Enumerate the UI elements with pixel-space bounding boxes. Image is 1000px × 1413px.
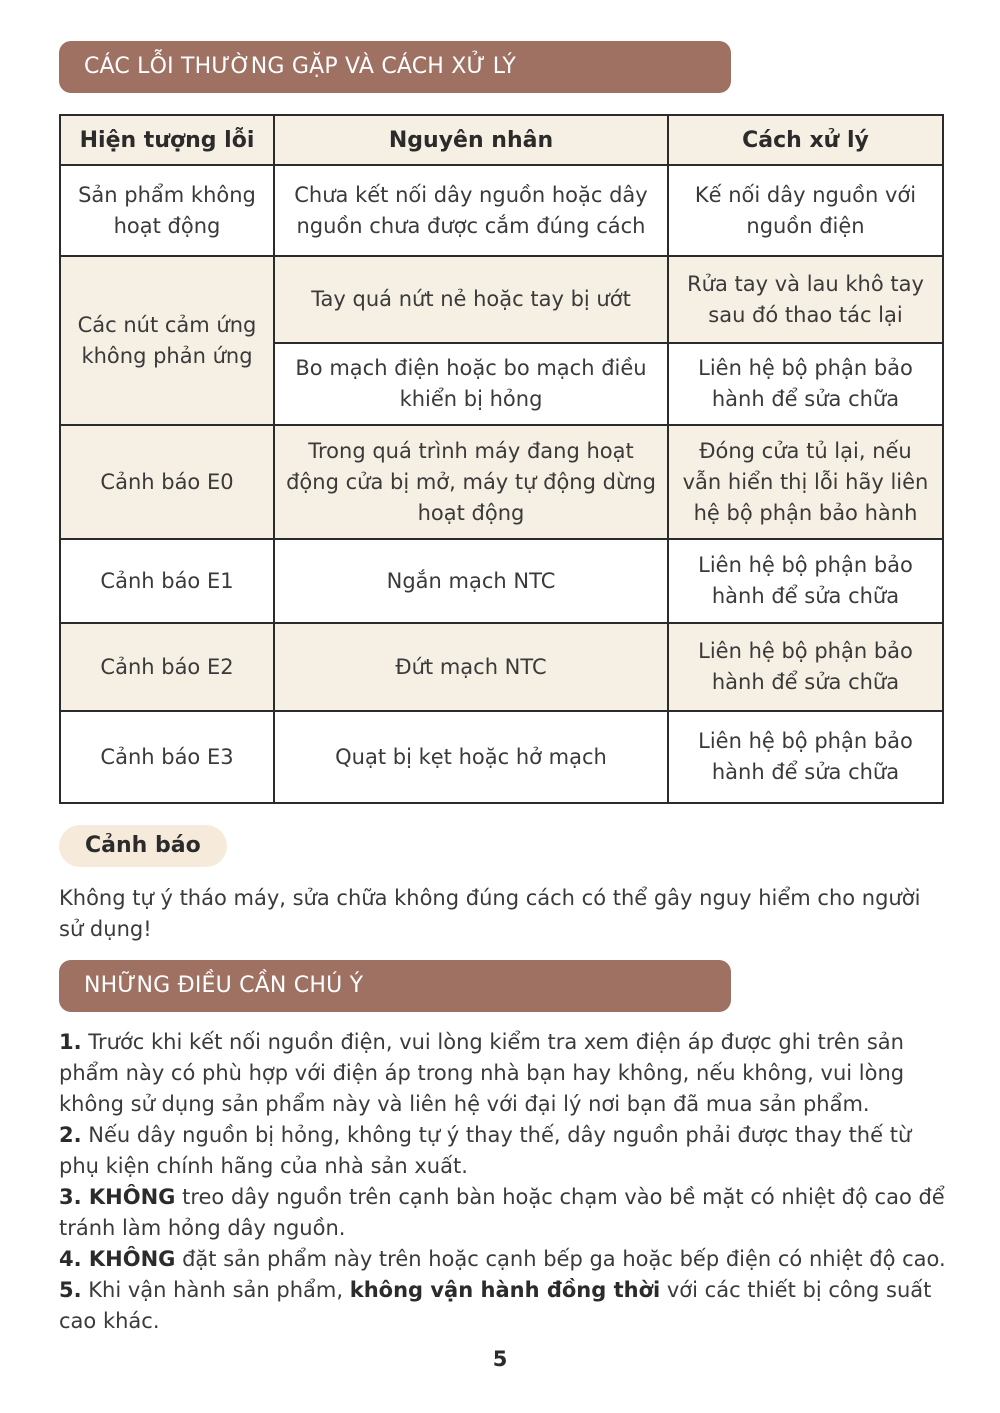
section-header-notes: NHỮNG ĐIỀU CẦN CHÚ Ý [59,960,731,1012]
table-row [60,711,943,803]
cell-cause: Quạt bị kẹt hoặc hở mạch [274,711,668,803]
note-item [59,1275,949,1337]
table-header-row [60,115,943,165]
note-text: đặt sản phẩm này trên hoặc cạnh bếp ga hoặc bếp điện có nhiệt độ cao. [175,1247,946,1271]
error-table [59,114,944,804]
note-item [59,1182,949,1244]
cell-cause: Tay quá nứt nẻ hoặc tay bị ướt [274,256,668,343]
table-row [60,623,943,711]
cell-cause: Ngắn mạch NTC [274,539,668,623]
table-row [60,425,943,539]
cell-symptom: Sản phẩm không hoạt động [60,165,274,256]
cell-solution: Đóng cửa tủ lại, nếu vẫn hiển thị lỗi hãy liên hệ bộ phận bảo hành [668,425,943,539]
warning-text: Không tự ý tháo máy, sửa chữa không đúng cách có thể gây nguy hiểm cho người sử dụng! [59,886,921,941]
cell-symptom: Cảnh báo E0 [60,425,274,539]
note-number: 5. [59,1278,82,1302]
note-text: Khi vận hành sản phẩm, [81,1278,350,1302]
note-number: 2. [59,1123,82,1147]
cell-cause: Đứt mạch NTC [274,623,668,711]
cell-solution: Kế nối dây nguồn với nguồn điện [668,165,943,256]
table-row [60,539,943,623]
page-number: 5 [492,1347,508,1371]
note-emphasis: KHÔNG [81,1185,176,1209]
note-text: với các thiết bị công suất cao khác. [59,1278,932,1333]
note-emphasis: không vận hành đồng thời [349,1278,661,1302]
note-text: Trước khi kết nối nguồn điện, vui lòng kiểm tra xem điện áp được ghi trên sản phẩm này có phù hợp với điện áp trong nhà bạn hay không, nếu không, vui lòng không sử dụng sản phẩm này và liên hệ với đại lý nơi bạn đã mua sản phẩm. [59,1030,905,1116]
header-cause: Nguyên nhân [274,115,668,165]
note-emphasis: KHÔNG [81,1247,176,1271]
cell-symptom: Cảnh báo E2 [60,623,274,711]
table-row [60,256,943,343]
cell-solution: Liên hệ bộ phận bảo hành để sửa chữa [668,539,943,623]
cell-cause: Chưa kết nối dây nguồn hoặc dây nguồn chưa được cắm đúng cách [274,165,668,256]
cell-symptom: Các nút cảm ứng không phản ứng [60,256,274,425]
note-text: Nếu dây nguồn bị hỏng, không tự ý thay thế, dây nguồn phải được thay thế từ phụ kiện chính hãng của nhà sản xuất. [59,1123,912,1178]
cell-cause: Trong quá trình máy đang hoạt động cửa bị mở, máy tự động dừng hoạt động [274,425,668,539]
header-symptom: Hiện tượng lỗi [60,115,274,165]
note-item [59,1120,949,1182]
note-text: treo dây nguồn trên cạnh bàn hoặc chạm vào bề mặt có nhiệt độ cao để tránh làm hỏng dây nguồn. [59,1185,945,1240]
note-item [59,1027,949,1120]
cell-solution: Liên hệ bộ phận bảo hành để sửa chữa [668,711,943,803]
cell-solution: Rửa tay và lau khô tay sau đó thao tác lại [668,256,943,343]
note-number: 1. [59,1030,82,1054]
notes-list [59,1027,949,1337]
section-header-common-errors: CÁC LỖI THƯỜNG GẶP VÀ CÁCH XỬ LÝ [59,41,731,93]
note-number: 3. [59,1185,82,1209]
cell-solution: Liên hệ bộ phận bảo hành để sửa chữa [668,343,943,425]
note-item [59,1244,949,1275]
note-number: 4. [59,1247,82,1271]
cell-solution: Liên hệ bộ phận bảo hành để sửa chữa [668,623,943,711]
cell-symptom: Cảnh báo E3 [60,711,274,803]
header-solution: Cách xử lý [668,115,943,165]
cell-cause: Bo mạch điện hoặc bo mạch điều khiển bị hỏng [274,343,668,425]
table-row [60,165,943,256]
warning-label: Cảnh báo [59,825,227,867]
cell-symptom: Cảnh báo E1 [60,539,274,623]
